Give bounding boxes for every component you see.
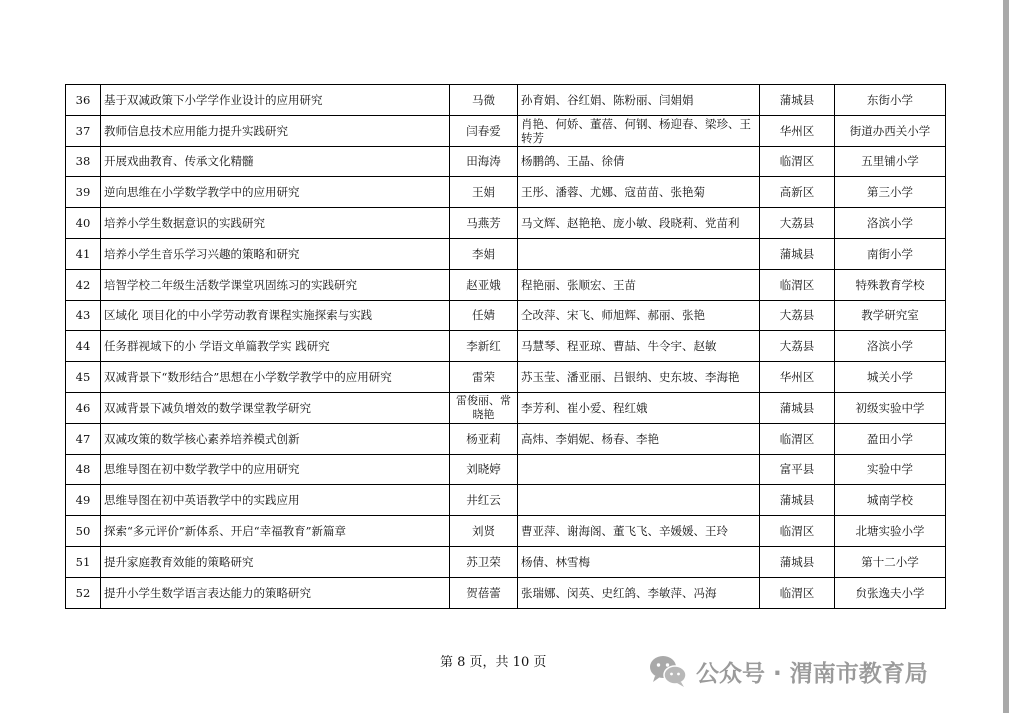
cell-leader: 杨亚莉 bbox=[450, 423, 518, 454]
cell-school: 东街小学 bbox=[835, 85, 946, 116]
cell-members: 杨倩、林雪梅 bbox=[518, 546, 760, 577]
cell-leader: 赵亚娥 bbox=[450, 269, 518, 300]
cell-school: 贠张逸夫小学 bbox=[835, 577, 946, 608]
table-row bbox=[66, 331, 946, 362]
cell-project-title: 思维导图在初中英语教学中的实践应用 bbox=[101, 485, 450, 516]
cell-number: 40 bbox=[66, 208, 101, 239]
cell-leader: 马燕芳 bbox=[450, 208, 518, 239]
cell-county: 临渭区 bbox=[760, 577, 835, 608]
table-row bbox=[66, 146, 946, 177]
cell-leader: 马微 bbox=[450, 85, 518, 116]
cell-school: 城关小学 bbox=[835, 362, 946, 393]
cell-leader: 井红云 bbox=[450, 485, 518, 516]
cell-leader: 王娟 bbox=[450, 177, 518, 208]
cell-school: 五里铺小学 bbox=[835, 146, 946, 177]
cell-county: 临渭区 bbox=[760, 146, 835, 177]
cell-number: 36 bbox=[66, 85, 101, 116]
cell-county: 华州区 bbox=[760, 115, 835, 146]
cell-number: 38 bbox=[66, 146, 101, 177]
cell-number: 42 bbox=[66, 269, 101, 300]
table-row bbox=[66, 485, 946, 516]
table-row bbox=[66, 300, 946, 331]
cell-school: 街道办西关小学 bbox=[835, 115, 946, 146]
cell-leader: 李娟 bbox=[450, 238, 518, 269]
table-row bbox=[66, 362, 946, 393]
table-row bbox=[66, 454, 946, 485]
cell-county: 临渭区 bbox=[760, 423, 835, 454]
cell-school: 教学研究室 bbox=[835, 300, 946, 331]
cell-project-title: 逆向思维在小学数学教学中的应用研究 bbox=[101, 177, 450, 208]
cell-leader: 刘晓婷 bbox=[450, 454, 518, 485]
cell-county: 蒲城县 bbox=[760, 238, 835, 269]
cell-county: 临渭区 bbox=[760, 516, 835, 547]
watermark bbox=[648, 652, 928, 690]
cell-county: 大荔县 bbox=[760, 208, 835, 239]
cell-number: 45 bbox=[66, 362, 101, 393]
cell-members: 马慧琴、程亚琼、曹喆、牛令宇、赵敏 bbox=[518, 331, 760, 362]
table-row bbox=[66, 516, 946, 547]
cell-county: 临渭区 bbox=[760, 269, 835, 300]
cell-county: 蒲城县 bbox=[760, 546, 835, 577]
cell-number: 41 bbox=[66, 238, 101, 269]
cell-number: 37 bbox=[66, 115, 101, 146]
cell-leader: 刘贤 bbox=[450, 516, 518, 547]
cell-number: 39 bbox=[66, 177, 101, 208]
cell-number: 43 bbox=[66, 300, 101, 331]
cell-project-title: 提升小学生数学语言表达能力的策略研究 bbox=[101, 577, 450, 608]
cell-school: 北塘实验小学 bbox=[835, 516, 946, 547]
cell-county: 华州区 bbox=[760, 362, 835, 393]
cell-school: 第十二小学 bbox=[835, 546, 946, 577]
page-number: 第 8 页，共 10 页 bbox=[440, 655, 547, 670]
cell-school: 南街小学 bbox=[835, 238, 946, 269]
cell-leader: 苏卫荣 bbox=[450, 546, 518, 577]
cell-number: 47 bbox=[66, 423, 101, 454]
cell-project-title: 双减攻策的数学核心素养培养模式创新 bbox=[101, 423, 450, 454]
cell-county: 大荔县 bbox=[760, 331, 835, 362]
cell-county: 高新区 bbox=[760, 177, 835, 208]
viewer-background bbox=[1003, 0, 1009, 713]
table-row bbox=[66, 238, 946, 269]
cell-number: 46 bbox=[66, 392, 101, 423]
cell-project-title: 提升家庭教育效能的策略研究 bbox=[101, 546, 450, 577]
cell-members: 高炜、李娟妮、杨春、李艳 bbox=[518, 423, 760, 454]
cell-members: 程艳丽、张顺宏、王苗 bbox=[518, 269, 760, 300]
cell-project-title: 培智学校二年级生活数学课堂巩固练习的实践研究 bbox=[101, 269, 450, 300]
cell-leader: 李新红 bbox=[450, 331, 518, 362]
cell-number: 51 bbox=[66, 546, 101, 577]
cell-leader: 雷俊丽、常晓艳 bbox=[450, 392, 518, 423]
cell-school: 洛滨小学 bbox=[835, 208, 946, 239]
cell-project-title: 任务群视域下的小 学语文单篇教学实 践研究 bbox=[101, 331, 450, 362]
wechat-icon bbox=[648, 654, 688, 688]
cell-members: 马文辉、赵艳艳、庞小敏、段晓莉、党苗利 bbox=[518, 208, 760, 239]
table-row bbox=[66, 546, 946, 577]
cell-number: 44 bbox=[66, 331, 101, 362]
cell-number: 52 bbox=[66, 577, 101, 608]
table-row bbox=[66, 269, 946, 300]
cell-leader: 雷荣 bbox=[450, 362, 518, 393]
cell-school: 初级实验中学 bbox=[835, 392, 946, 423]
table-body bbox=[66, 85, 946, 609]
cell-county: 富平县 bbox=[760, 454, 835, 485]
table-row bbox=[66, 177, 946, 208]
cell-project-title: 开展戏曲教育、传承文化精髓 bbox=[101, 146, 450, 177]
cell-leader: 闫春爱 bbox=[450, 115, 518, 146]
table-row bbox=[66, 208, 946, 239]
cell-project-title: 区域化 项目化的中小学劳动教育课程实施探索与实践 bbox=[101, 300, 450, 331]
cell-members: 仝改萍、宋飞、师旭辉、郝丽、张艳 bbox=[518, 300, 760, 331]
cell-county: 蒲城县 bbox=[760, 392, 835, 423]
cell-members bbox=[518, 238, 760, 269]
cell-school: 洛滨小学 bbox=[835, 331, 946, 362]
cell-school: 盈田小学 bbox=[835, 423, 946, 454]
cell-project-title: 教师信息技术应用能力提升实践研究 bbox=[101, 115, 450, 146]
cell-school: 实验中学 bbox=[835, 454, 946, 485]
cell-project-title: 探索“多元评价”新体系、开启“幸福教育”新篇章 bbox=[101, 516, 450, 547]
cell-members: 王彤、潘蓉、尤娜、寇苗苗、张艳菊 bbox=[518, 177, 760, 208]
table-row bbox=[66, 115, 946, 146]
cell-members: 曹亚萍、谢海阁、董飞飞、辛媛媛、王玲 bbox=[518, 516, 760, 547]
watermark-text: 公众号 · 渭南市教育局 bbox=[696, 660, 928, 687]
cell-project-title: 思维导图在初中数学教学中的应用研究 bbox=[101, 454, 450, 485]
cell-county: 蒲城县 bbox=[760, 485, 835, 516]
cell-school: 特殊教育学校 bbox=[835, 269, 946, 300]
cell-project-title: 双减背景下减负增效的数学课堂教学研究 bbox=[101, 392, 450, 423]
cell-leader: 贺蓓蕾 bbox=[450, 577, 518, 608]
cell-leader: 任婧 bbox=[450, 300, 518, 331]
cell-project-title: 培养小学生音乐学习兴趣的策略和研究 bbox=[101, 238, 450, 269]
cell-county: 大荔县 bbox=[760, 300, 835, 331]
table-row bbox=[66, 392, 946, 423]
cell-leader: 田海涛 bbox=[450, 146, 518, 177]
cell-members: 孙育娟、谷红娟、陈粉丽、闫娟娟 bbox=[518, 85, 760, 116]
cell-members: 张瑞娜、闵英、史红鸽、李敏萍、冯海 bbox=[518, 577, 760, 608]
cell-project-title: 基于双减政策下小学学作业设计的应用研究 bbox=[101, 85, 450, 116]
cell-members: 李芳利、崔小爱、程红娥 bbox=[518, 392, 760, 423]
cell-school: 城南学校 bbox=[835, 485, 946, 516]
table-row bbox=[66, 85, 946, 116]
cell-number: 48 bbox=[66, 454, 101, 485]
cell-number: 49 bbox=[66, 485, 101, 516]
cell-school: 第三小学 bbox=[835, 177, 946, 208]
project-table bbox=[65, 84, 946, 609]
cell-project-title: 双减背景下“数形结合”思想在小学数学教学中的应用研究 bbox=[101, 362, 450, 393]
table-row bbox=[66, 577, 946, 608]
cell-members bbox=[518, 454, 760, 485]
cell-project-title: 培养小学生数据意识的实践研究 bbox=[101, 208, 450, 239]
cell-members: 苏玉莹、潘亚丽、吕银纳、史东坡、李海艳 bbox=[518, 362, 760, 393]
cell-members bbox=[518, 485, 760, 516]
cell-members: 杨鹏鸽、王晶、徐倩 bbox=[518, 146, 760, 177]
table-row bbox=[66, 423, 946, 454]
cell-number: 50 bbox=[66, 516, 101, 547]
cell-county: 蒲城县 bbox=[760, 85, 835, 116]
cell-members: 肖艳、何娇、董蓓、何钢、杨迎春、梁珍、王转芳 bbox=[518, 115, 760, 146]
